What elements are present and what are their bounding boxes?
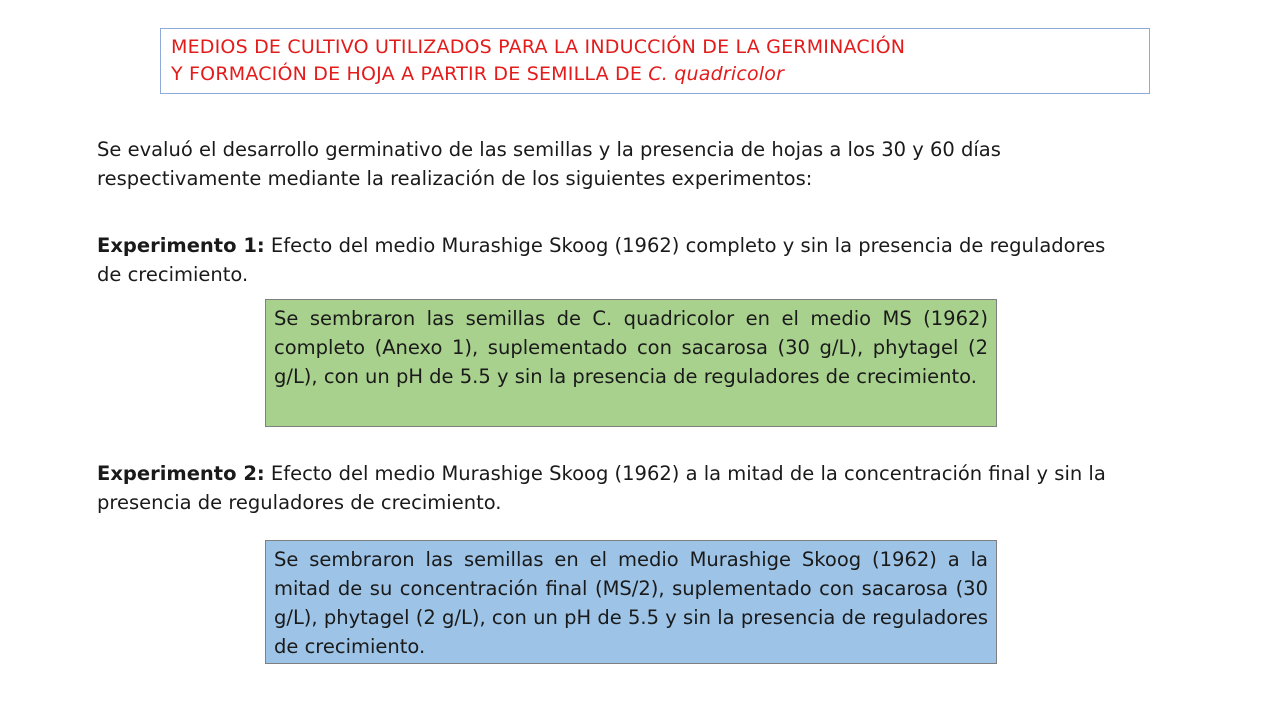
title-line-1: MEDIOS DE CULTIVO UTILIZADOS PARA LA INDUCCIÓN DE LA GERMINACIÓN [171,36,906,58]
experiment-2-label: Experimento 2: [97,462,265,485]
title-line-2-text: Y FORMACIÓN DE HOJA A PARTIR DE SEMILLA DE [171,63,649,85]
slide-title [160,28,1150,94]
title-species-name: C. quadricolor [648,63,785,85]
intro-paragraph: Se evaluó el desarrollo germinativo de las semillas y la presencia de hojas a los 30 y 60 días respectivamente mediante la realización de los siguientes experimentos: [97,138,1001,190]
experiment-2-method-box: Se sembraron las semillas en el medio Murashige Skoog (1962) a la mitad de su concentración final (MS/2), suplementado con sacarosa (30 g/L), phytagel (2 g/L), con un pH de 5.5 y sin la presencia de reguladores de crecimiento. [265,540,997,664]
title-line-2 [171,61,1139,88]
experiment-2-description: Efecto del medio Murashige Skoog (1962) a la mitad de la concentración final y sin la presencia de reguladores de crecimiento. [97,462,1106,514]
experiment-1-method-box: Se sembraron las semillas de C. quadricolor en el medio MS (1962) completo (Anexo 1), suplementado con sacarosa (30 g/L), phytagel (2 g/L), con un pH de 5.5 y sin la presencia de reguladores de crecimiento. [265,299,997,427]
experiment-1-heading [97,231,1107,289]
experiment-2-heading [97,459,1107,517]
experiment-1-description: Efecto del medio Murashige Skoog (1962) completo y sin la presencia de reguladores de crecimiento. [97,234,1106,286]
experiment-1-label: Experimento 1: [97,234,265,257]
